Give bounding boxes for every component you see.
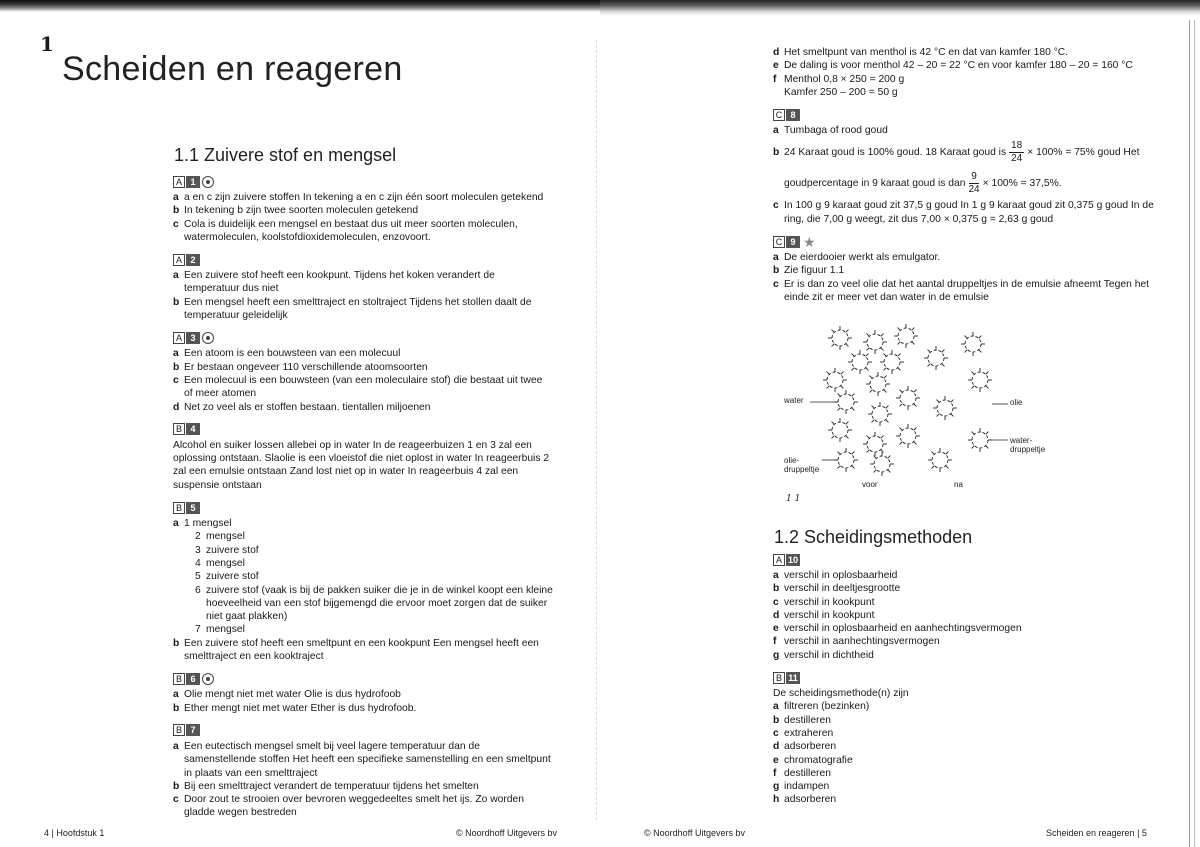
sub-answer-row: [173, 557, 553, 570]
answer-row: [173, 401, 553, 414]
emulsion-diagram: [780, 322, 1090, 510]
sub-number: 2: [195, 531, 201, 543]
answer-letter: a: [173, 740, 179, 752]
sub-number: 6: [195, 584, 201, 596]
left-answers: [173, 166, 553, 820]
target-icon: [202, 176, 214, 188]
answer-letter: f: [773, 73, 777, 85]
answer-row: [773, 649, 1163, 662]
sub-text: mengsel: [206, 531, 245, 543]
answer-row: [773, 714, 1163, 727]
answer-text: verschil in kookpunt: [784, 609, 875, 621]
oil-droplet: [828, 326, 852, 350]
answer-letter: e: [773, 60, 779, 72]
question-badge: C 9 ★: [773, 235, 816, 248]
oil-droplet: [933, 396, 957, 420]
answer-row: [773, 780, 1163, 793]
answer-row: [773, 582, 1163, 595]
answer-letter: d: [773, 741, 780, 753]
answer-row: [773, 86, 1163, 99]
footer-publisher-left: © Noordhoff Uitgevers bv: [456, 828, 558, 838]
answer-row: [773, 59, 1163, 72]
label-before: voor: [862, 480, 878, 489]
answer-text: Net zo veel als er stoffen bestaan. tientallen miljoenen: [184, 401, 431, 413]
answer-text: verschil in oplosbaarheid: [784, 570, 898, 581]
answer-text: verschil in dichtheid: [784, 649, 874, 661]
question-badge: [173, 331, 214, 344]
answer-text: Bij een smelttraject verandert de temperatuur tijdens het smelten: [184, 780, 479, 792]
question-number: 5: [186, 502, 200, 514]
question-level: A: [173, 176, 185, 188]
answer-letter: a: [773, 701, 779, 713]
footer-page-left: 4 | Hoofdstuk 1: [44, 828, 105, 838]
answer-letter: b: [773, 714, 780, 726]
answer-row: [173, 702, 553, 715]
answer-letter: b: [173, 637, 180, 649]
answer-row: [173, 637, 553, 664]
answer-text: verschil in aanhechtingsvermogen: [784, 636, 940, 648]
right-page: [600, 0, 1200, 847]
question-badge: [173, 423, 200, 436]
sub-number: 4: [195, 557, 201, 569]
target-icon: [202, 673, 214, 685]
q11-intro: De scheidingsmethode(n) zijn: [773, 688, 909, 700]
question-number: 4: [186, 423, 200, 435]
answer-letter: c: [173, 374, 179, 386]
answer-row: [773, 740, 1163, 753]
answer-text: Menthol 0,8 × 250 = 200 g: [784, 73, 905, 85]
answer-letter: a: [173, 192, 179, 203]
question-level: B: [173, 423, 185, 435]
answer-text: extraheren: [784, 727, 834, 739]
answer-letter: b: [173, 296, 180, 308]
answer-text: adsorberen: [784, 741, 837, 753]
answer-letter: c: [173, 218, 179, 230]
answer-text: a en c zijn zuivere stoffen In tekening a en c zijn één soort moleculen getekend: [184, 192, 544, 203]
answer-text: Een zuivere stof heeft een smeltpunt en een kookpunt Een mengsel heeft een smelttraject en een kooktraject: [184, 637, 539, 663]
answer-letter: a: [773, 570, 779, 581]
oil-droplet: [870, 452, 894, 476]
question-level: B: [173, 502, 185, 514]
answer-letter: g: [773, 781, 780, 793]
answer-text: 1 mengsel: [184, 518, 232, 530]
right-answers-top: [773, 46, 1163, 304]
question-number: 3: [186, 332, 200, 344]
section-title: 1.1 Zuivere stof en mengsel: [174, 145, 397, 165]
question-level: B: [173, 673, 185, 685]
answer-row: [173, 218, 553, 245]
answer-letter: e: [773, 754, 779, 766]
answer-text: Een zuivere stof heeft een kookpunt. Tijdens het koken verandert de temperatuur dus niet: [184, 270, 495, 295]
question-badge: C 8: [773, 108, 800, 121]
answer-text: verschil in kookpunt: [784, 596, 875, 608]
oil-droplet: [968, 428, 992, 452]
answer-text: Ether mengt niet met water Ether is dus hydrofoob.: [184, 702, 417, 714]
answer-row: [173, 361, 553, 374]
star-icon: ★: [803, 233, 816, 250]
answer-text: Het smeltpunt van menthol is 42 °C en dat van kamfer 180 °C.: [784, 47, 1069, 58]
chapter-number: 1: [40, 32, 54, 56]
answer-text: destilleren: [784, 767, 831, 779]
answer-letter: e: [773, 623, 779, 635]
sub-number: 3: [195, 544, 201, 556]
answer-row: [773, 754, 1163, 767]
answer-text: chromatografie: [784, 754, 853, 766]
answer-letter: g: [773, 649, 780, 661]
answer-row: [773, 73, 1163, 86]
sub-number: 5: [195, 571, 201, 583]
emulsion-figure: [780, 322, 1090, 510]
answer-letter: c: [173, 794, 179, 806]
question-badge: A 10: [773, 553, 800, 566]
answer-row: [773, 793, 1163, 806]
answer-row: [773, 251, 1163, 264]
answer-row: [173, 269, 553, 296]
answer-letter: a: [173, 518, 179, 530]
answer-letter: b: [173, 361, 180, 373]
answer-row: [773, 700, 1163, 713]
answer-row: [173, 296, 553, 323]
answer-letter: b: [173, 780, 180, 792]
oil-droplet: [823, 368, 847, 392]
answer-text: De eierdooier werkt als emulgator.: [784, 252, 941, 264]
oil-droplet: [961, 332, 985, 356]
answer-text: filtreren (bezinken): [784, 701, 870, 713]
oil-droplet: [896, 424, 920, 448]
answer-text: destilleren: [784, 714, 831, 726]
label-olie: olie: [1010, 398, 1023, 407]
answer-letter: h: [773, 794, 780, 806]
answer-row: [773, 727, 1163, 740]
answer-letter: b: [173, 702, 180, 714]
answer-letter: [773, 86, 784, 99]
answer-text: Zie figuur 1.1: [784, 265, 845, 277]
oil-droplet: [848, 350, 872, 374]
answer-text: Cola is duidelijk een mengsel en bestaat dus uit meer soorten moleculen, watermoleculen, koolstofdioxidemoleculen, enzovoort.: [184, 218, 518, 243]
answer-row: [173, 374, 553, 401]
oil-droplet: [863, 330, 887, 354]
answer-row: [773, 609, 1163, 622]
answer-row: [173, 688, 553, 701]
footer-publisher-right: © Noordhoff Uitgevers bv: [644, 828, 746, 838]
answer-text: In tekening b zijn twee soorten moleculen getekend: [184, 205, 419, 217]
answer-row: [173, 204, 553, 217]
sub-text: mengsel: [206, 557, 245, 569]
oil-droplet: [880, 350, 904, 374]
answer-row: [173, 740, 553, 780]
answer-text: Een mengsel heeft een smelttraject en stoltraject Tijdens het stollen daalt de temperatuur geleidelijk: [184, 296, 532, 322]
answer-letter: a: [173, 270, 179, 282]
answer-row-continued: goudpercentage in 9 karaat goud is dan $\frac{9}{24}$ × 100% = 37,5%.: [784, 171, 1062, 196]
question-badge: [173, 175, 214, 188]
question-number: 1: [186, 176, 200, 188]
answer-text: Een eutectisch mengsel smelt bij veel lagere temperatuur dan de samenstellende stoffen Het heeft een specifieke samenstelling en een smeltpunt in plaats van een smelttraject: [184, 740, 551, 779]
sub-number: 7: [195, 624, 201, 636]
answer-letter: c: [773, 278, 779, 290]
answer-row: [173, 780, 553, 793]
section-title-2: 1.2 Scheidingsmethoden: [774, 527, 973, 547]
answer-letter: d: [173, 401, 180, 413]
sub-text: mengsel: [206, 624, 245, 636]
oil-droplet: [924, 346, 948, 370]
fraction: $\frac{9}{24}$: [968, 171, 980, 196]
oil-droplet: [894, 324, 918, 348]
answer-row: [773, 767, 1163, 780]
answer-text: verschil in deeltjesgrootte: [784, 583, 901, 595]
answer-row: b 24 Karaat goud is 100% goud. 18 Karaat goud is $\frac{18}{24}$ × 100% = 75% goud Het: [773, 140, 1140, 165]
answer-letter: b: [773, 265, 780, 277]
question-badge: B 11: [773, 671, 800, 684]
figure-caption: 1 1: [786, 494, 801, 504]
footer-page-right: Scheiden en reageren | 5: [1046, 828, 1147, 838]
label-oil-droplet: olie- druppeltje: [784, 456, 820, 474]
right-answers-bottom: [773, 544, 1163, 807]
label-water: water: [784, 396, 804, 405]
sub-text: zuivere stof: [206, 571, 259, 583]
answer-letter: a: [173, 348, 179, 360]
answer-text: adsorberen: [784, 794, 837, 806]
sub-answer-row: [173, 584, 553, 624]
question-number: 7: [186, 724, 200, 736]
answer-text: Er bestaan ongeveer 110 verschillende atoomsoorten: [184, 361, 428, 373]
question-badge: [173, 724, 200, 737]
sub-answer-row: [173, 570, 553, 583]
answer-text: Door zout te strooien over bevroren weggedeeltes smelt het ijs. Zo worden gladde wegen bestreden: [184, 794, 524, 819]
answer-row: [173, 517, 553, 530]
answer-text: Een atoom is een bouwsteen van een molecuul: [184, 348, 401, 360]
answer-letter: a: [173, 689, 179, 701]
answer-paragraph: Alcohol en suiker lossen allebei op in water In de reageerbuizen 1 en 3 zal een oplossing ontstaan. Slaolie is een vloeistof die niet oplost in water In reageerbuis 2 zal een emulsie ontstaan Zand lost niet op in water In reageerbuis 4 zal een suspensie ontstaan: [173, 439, 550, 491]
answer-text: verschil in oplosbaarheid en aanhechtingsvermogen: [784, 623, 1022, 635]
answer-text: Olie mengt niet met water Olie is dus hydrofoob: [184, 689, 401, 701]
answer-letter: b: [173, 205, 180, 217]
label-water-droplet: water- druppeltje: [1010, 436, 1046, 454]
question-number: 6: [186, 673, 200, 685]
label-after: na: [954, 480, 963, 489]
answer-text: De daling is voor menthol 42 – 20 = 22 °C en voor kamfer 180 – 20 = 160 °C: [784, 60, 1133, 72]
question-badge: [173, 253, 200, 266]
sub-answer-row: [173, 530, 553, 543]
answer-row: [773, 622, 1163, 635]
oil-droplet: [863, 432, 887, 456]
answer-text: Een molecuul is een bouwsteen (van een moleculaire stof) die bestaat uit twee of meer atomen: [184, 374, 543, 400]
fraction: $\frac{18}{24}$: [1011, 140, 1023, 165]
question-level: A: [173, 254, 185, 266]
answer-text: indampen: [784, 781, 830, 793]
answer-letter: c: [773, 727, 779, 739]
answer-text: Kamfer 250 – 200 = 50 g: [784, 86, 898, 98]
sub-answer-row: [173, 623, 553, 636]
answer-row: [173, 793, 553, 820]
answer-row: a Tumbaga of rood goud: [773, 125, 888, 137]
answer-letter: b: [773, 583, 780, 595]
question-badge: [173, 501, 200, 514]
answer-text: Er is dan zo veel olie dat het aantal druppeltjes in de emulsie afneemt Tegen het einde zit er meer vet dan water in de emulsie: [784, 278, 1150, 303]
answer-row: [773, 46, 1163, 59]
oil-droplet: [968, 368, 992, 392]
oil-droplet: [866, 372, 890, 396]
sub-text: zuivere stof (vaak is bij de pakken suiker die je in de winkel koopt een kleine hoeveelheid van een stof bijgemengd die ervoor moet zorgen dat de suiker niet gaat plakken): [206, 584, 553, 623]
answer-row: [773, 264, 1163, 277]
answer-letter: f: [773, 636, 777, 648]
question-badge: [173, 672, 214, 685]
question-number: 2: [186, 254, 200, 266]
oil-droplet: [896, 386, 920, 410]
answer-row: [773, 635, 1163, 648]
chapter-title: Scheiden en reageren: [62, 50, 403, 88]
sub-answer-row: [173, 544, 553, 557]
answer-row: [773, 596, 1163, 609]
answer-letter: c: [773, 596, 779, 608]
answer-letter: d: [773, 47, 780, 58]
answer-letter: d: [773, 609, 780, 621]
answer-row: [173, 191, 553, 204]
question-level: A: [173, 332, 185, 344]
answer-row: [773, 278, 1163, 305]
answer-row: [173, 347, 553, 360]
left-page: [0, 0, 598, 847]
oil-droplet: [828, 418, 852, 442]
oil-droplet: [868, 402, 892, 426]
answer-row: [773, 569, 1163, 582]
oil-droplet: [928, 448, 952, 472]
sub-text: zuivere stof: [206, 544, 259, 556]
answer-row: c In 100 g 9 karaat goud zit 37,5 g goud In 1 g 9 karaat goud zit 0,375 g goud In de ring, die 7,00 g weegt, zit dus 7,00 × 0,375 g = 2,63 g goud: [773, 200, 1154, 225]
answer-letter: f: [773, 767, 777, 779]
answer-letter: a: [773, 252, 779, 264]
target-icon: [202, 332, 214, 344]
question-level: B: [173, 724, 185, 736]
